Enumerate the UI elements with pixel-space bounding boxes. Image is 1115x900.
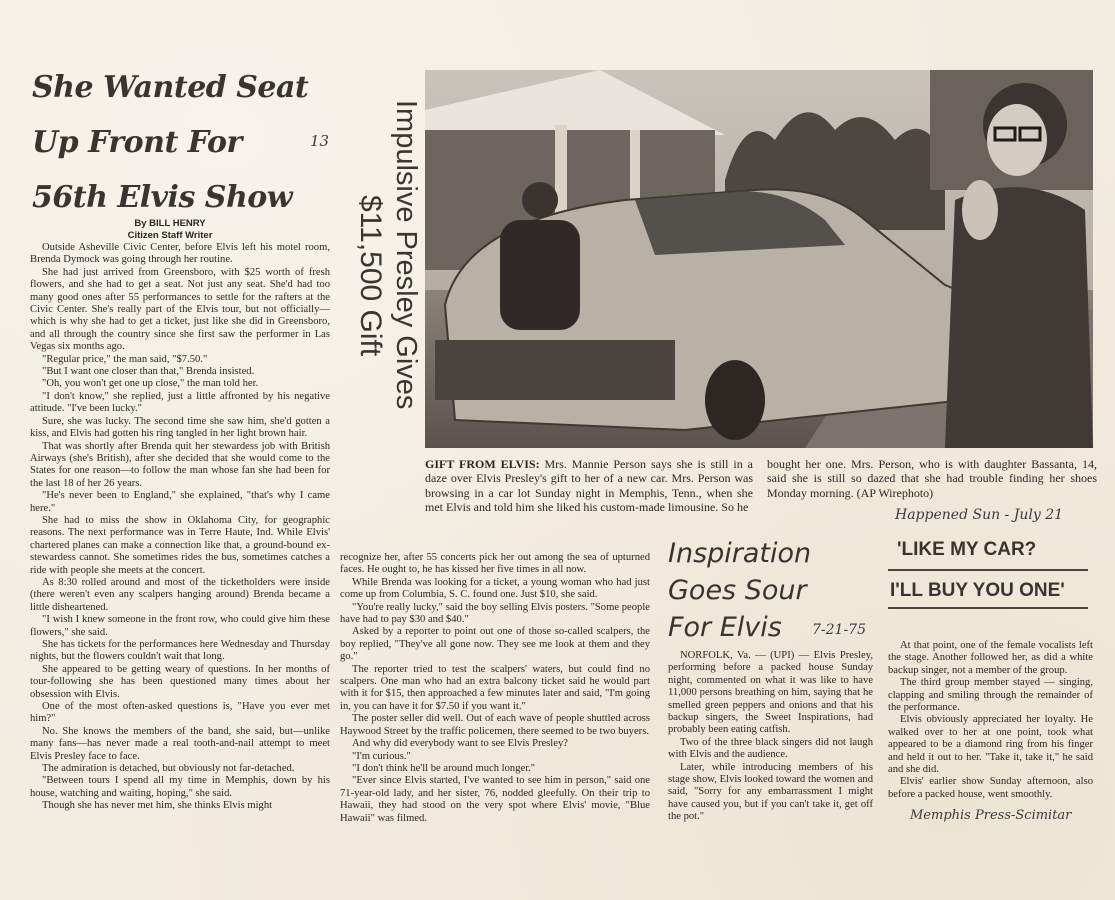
paragraph: At that point, one of the female vocalists left the stage. Another followed her, as did a white backup singer, not a member of the group. — [888, 640, 1093, 676]
article3-headline-line3: For Elvis — [668, 612, 782, 643]
article3-column2 — [888, 640, 1093, 820]
paragraph: Elvis' earlier show Sunday afternoon, also before a packed house, went smoothly. — [888, 776, 1093, 800]
paragraph: "Between tours I spend all my time in Memphis, down by his house, watching and waiting, hoping," she said. — [30, 775, 330, 799]
paragraph: She had to miss the show in Oklahoma City, for geographic reasons. The next performance was in Terre Haute, Ind. While Elvis' chartered planes can make a connection like that, a ground-bound ex-stewardess cannot. She sometimes rides the bus, sometimes catches a ride with people she meets at the concert. — [30, 514, 330, 576]
paragraph: The third group member stayed — singing, clapping and smiling through the remainder of the performance. — [888, 677, 1093, 714]
article3-date-note: 7-21-75 — [812, 622, 866, 638]
paragraph: That was shortly after Brenda quit her stewardess job with British Airways (she's British), after she decided that she would come to the States for one reason—to follow the man whose fan she had been for the last 18 of her 26 years. — [30, 440, 330, 489]
paragraph: recognize her, after 55 concerts pick her out among the sea of upturned faces. He ought to, he has kissed her five times in all now. — [340, 552, 650, 576]
article1-headline-line3: 56th Elvis Show — [32, 180, 293, 215]
paragraph: No. She knows the members of the band, she said, but—unlike many fans—has never made a real tooth-and-nail attempt to meet Elvis Presley face to face. — [30, 725, 330, 762]
paragraph: Later, while introducing members of his stage show, Elvis looked toward the women and said, "Sorry for any embarrassment I might have caused you, but if you can't take it, get off the pot." — [668, 761, 873, 823]
paragraph: She has tickets for the performances here Wednesday and Thursday nights, but the flowers couldn't wait that long. — [30, 639, 330, 663]
news-photo-car — [425, 70, 1093, 448]
paragraph: "Regular price," the man said, "$7.50." — [42, 353, 208, 365]
page-mark: 13 — [310, 132, 330, 150]
paragraph: And why did everybody want to see Elvis Presley? — [352, 738, 568, 750]
article3-headline-line2: Goes Sour — [668, 575, 807, 606]
photo-caption-col2: bought her one. Mrs. Person, who is with daughter Bassanta, 14, said she is still so dazed that she had trouble finding her shoes Monday morning. (AP Wirephoto) — [767, 457, 1097, 500]
paragraph: The admiration is detached, but obviously not far-detached. — [42, 763, 295, 775]
article3-headline-line1: Inspiration — [668, 538, 812, 569]
article1-column1 — [30, 242, 330, 840]
article2-headline — [325, 100, 435, 460]
paragraph: The poster seller did well. Out of each wave of people shuttled across Haywood Street by the traffic policemen, there seemed to be two buyers. — [340, 713, 650, 737]
article1-headline-line1: She Wanted Seat — [32, 70, 309, 105]
paragraph: Outside Asheville Civic Center, before Elvis left his motel room, Brenda Dymock was going through her routine. — [30, 242, 330, 266]
photo-illustration — [425, 70, 1093, 448]
paragraph: As 8:30 rolled around and most of the ticketholders were inside (there weren't even any scalpers hanging around) Brenda became a little disheartened. — [30, 576, 330, 613]
byline-author: By BILL HENRY — [134, 218, 206, 229]
paragraph: Sure, she was lucky. The second time she saw him, she'd gotten a kiss, and Elvis had gotten his ring tangled in her light brown hair. — [30, 415, 330, 440]
paragraph: "I don't think he'll be around much longer." — [352, 762, 536, 774]
paragraph: She appeared to be getting weary of questions. In her months of tour-following she has been questioned many times about her obsession with Elvis. — [30, 663, 330, 700]
paragraph: "I don't know," she replied, just a little affronted by his negative attitude. "I've been lucky." — [30, 390, 330, 415]
byline-title: Citizen Staff Writer — [127, 230, 213, 241]
article4-date-note: Happened Sun - July 21 — [895, 507, 1064, 523]
article2-headline-line2: $11,500 Gift — [354, 195, 387, 357]
headline-rule — [888, 569, 1088, 571]
paragraph: "I'm curious." — [352, 750, 411, 762]
paragraph: Two of the three black singers did not laugh with Elvis and the audience. — [668, 736, 873, 761]
paragraph: The reporter tried to test the scalpers' waters, but could find no scalpers. One man who had an extra balcony ticket said he would part with it for $15, then approached a few minutes later and said, "I'm going in, you can have it for $7.50 if you want it." — [340, 663, 650, 712]
article4-headline-line1: 'LIKE MY CAR? — [897, 539, 1037, 560]
caption-lead: GIFT FROM ELVIS: — [425, 457, 540, 471]
paragraph: Elvis obviously appreciated her loyalty. He walked over to her at one point, took what appeared to be a diamond ring from his finger and held it out to her. "Take it, take it," he said and she did. — [888, 714, 1093, 776]
source-note: Memphis Press-Scimitar — [910, 808, 1072, 823]
paragraph: NORFOLK, Va. — (UPI) — Elvis Presley, performing before a packed house Sunday night, commented on what it was like to have 11,000 persons breathing on him, saying that he smelled green peppers and onions and that his backup singers, the Sweet Inspirations, had probably been eating catfish. — [668, 650, 873, 736]
article2-headline-line1: Impulsive Presley Gives — [390, 100, 422, 410]
paragraph: "He's never been to England," she explained, "that's why I came here." — [30, 490, 330, 514]
caption-text: Mrs. Mannie Person says she is still in a daze over Elvis Presley's gift to her of a new car. Mrs. Person was browsing in a car lot Sunday night in Memphis, Tenn., when she met Elvis and told him she liked his custom-made limousine. So he — [425, 457, 753, 515]
headline-rule — [888, 607, 1088, 609]
paragraph: One of the most often-asked questions is, "Have you ever met him?" — [30, 701, 330, 725]
article1-headline-line2: Up Front For — [32, 125, 242, 160]
paragraph: "You're really lucky," said the boy selling Elvis posters. "Some people have had to pay $30 and $40." — [340, 601, 650, 626]
photo-caption-col1 — [425, 457, 753, 515]
article3-column1 — [668, 650, 873, 835]
article4-headline-line2: I'LL BUY YOU ONE' — [890, 580, 1065, 601]
paragraph: Asked by a reporter to point out one of those so-called scalpers, the boy replied, "They've all gone now. They see me look at them and they go." — [340, 626, 650, 663]
article1-column2 — [340, 552, 650, 864]
paragraph: "I wish I knew someone in the front row, who could give him these flowers," she said. — [30, 614, 330, 638]
paragraph: "But I want one closer than that," Brenda insisted. — [42, 366, 255, 378]
paragraph: "Oh, you won't get one up close," the man told her. — [42, 378, 259, 390]
paragraph: She had just arrived from Greensboro, with $25 worth of fresh flowers, and she had to get a seat. Not just any seat. She'd had too many good ones after 55 performances to settle for the rafters at the Civic Center. She's really part of the Elvis tour, but not officially—which is why she had to get a ticket, just like she did in Greensboro, and all through the country since she first saw the performer in Las Vegas six months ago. — [30, 266, 330, 353]
paragraph: While Brenda was looking for a ticket, a young woman who had just come up from Columbia, S. C. found one. Just $10, she said. — [340, 576, 650, 601]
paragraph: Though she has never met him, she thinks Elvis might — [42, 800, 273, 812]
paragraph: "Ever since Elvis started, I've wanted to see him in person," said one 71-year-old lady, and her sister, 76, nodded gleefully. On their trip to Hawaii, they had stood on the very spot where Elvis' movie, "Blue Hawaii" was filmed. — [340, 775, 650, 824]
